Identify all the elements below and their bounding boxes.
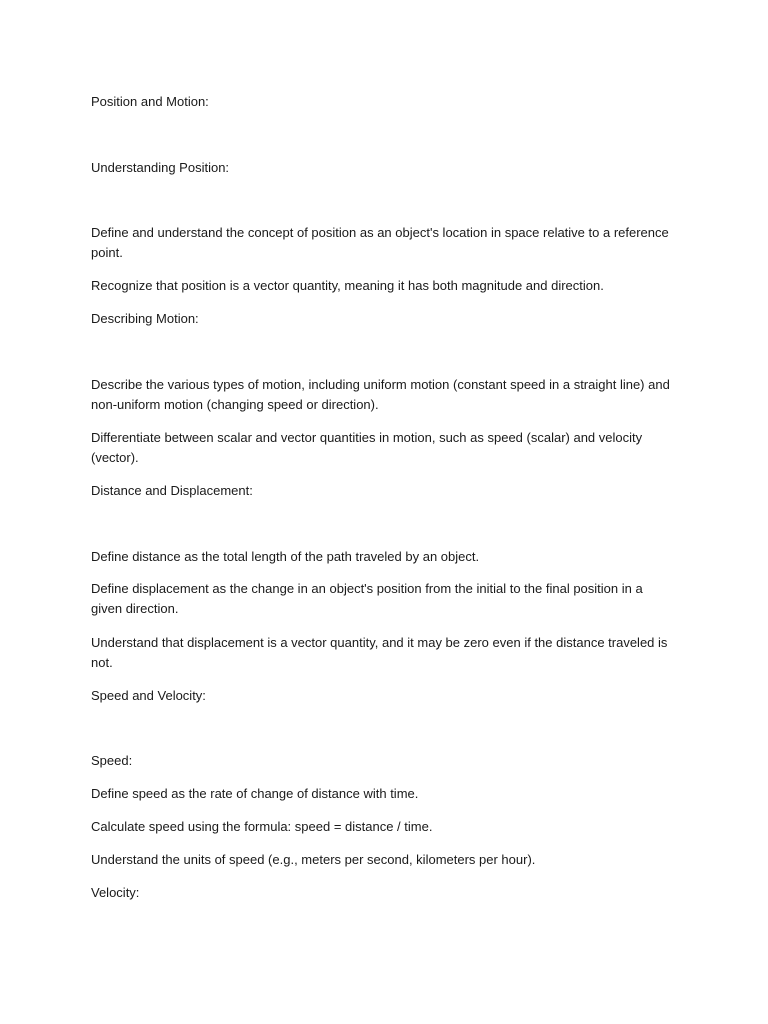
paragraph-define-speed: Define speed as the rate of change of distance with time.: [91, 786, 419, 801]
heading-velocity: Velocity:: [91, 885, 140, 900]
paragraph-displacement-vector: Understand that displacement is a vector quantity, and it may be zero even if the distance traveled is not.: [91, 635, 668, 670]
paragraph-speed-formula: Calculate speed using the formula: speed = distance / time.: [91, 819, 433, 834]
heading-position-and-motion: Position and Motion:: [91, 94, 209, 109]
paragraph-speed-units: Understand the units of speed (e.g., meters per second, kilometers per hour).: [91, 852, 536, 867]
heading-describing-motion: Describing Motion:: [91, 311, 199, 326]
paragraph-define-displacement: Define displacement as the change in an object's position from the initial to the final position in a given direction.: [91, 581, 643, 616]
heading-understanding-position: Understanding Position:: [91, 160, 230, 175]
paragraph-define-position: Define and understand the concept of position as an object's location in space relative to a reference point.: [91, 225, 669, 260]
heading-distance-displacement: Distance and Displacement:: [91, 483, 253, 498]
paragraph-position-vector: Recognize that position is a vector quantity, meaning it has both magnitude and direction.: [91, 278, 604, 293]
heading-speed-and-velocity: Speed and Velocity:: [91, 688, 206, 703]
paragraph-types-of-motion: Describe the various types of motion, including uniform motion (constant speed in a straight line) and non-uniform motion (changing speed or direction).: [91, 377, 670, 412]
paragraph-define-distance: Define distance as the total length of the path traveled by an object.: [91, 549, 480, 564]
heading-speed: Speed:: [91, 753, 133, 768]
paragraph-scalar-vector: Differentiate between scalar and vector quantities in motion, such as speed (scalar) and velocity (vector).: [91, 430, 643, 465]
